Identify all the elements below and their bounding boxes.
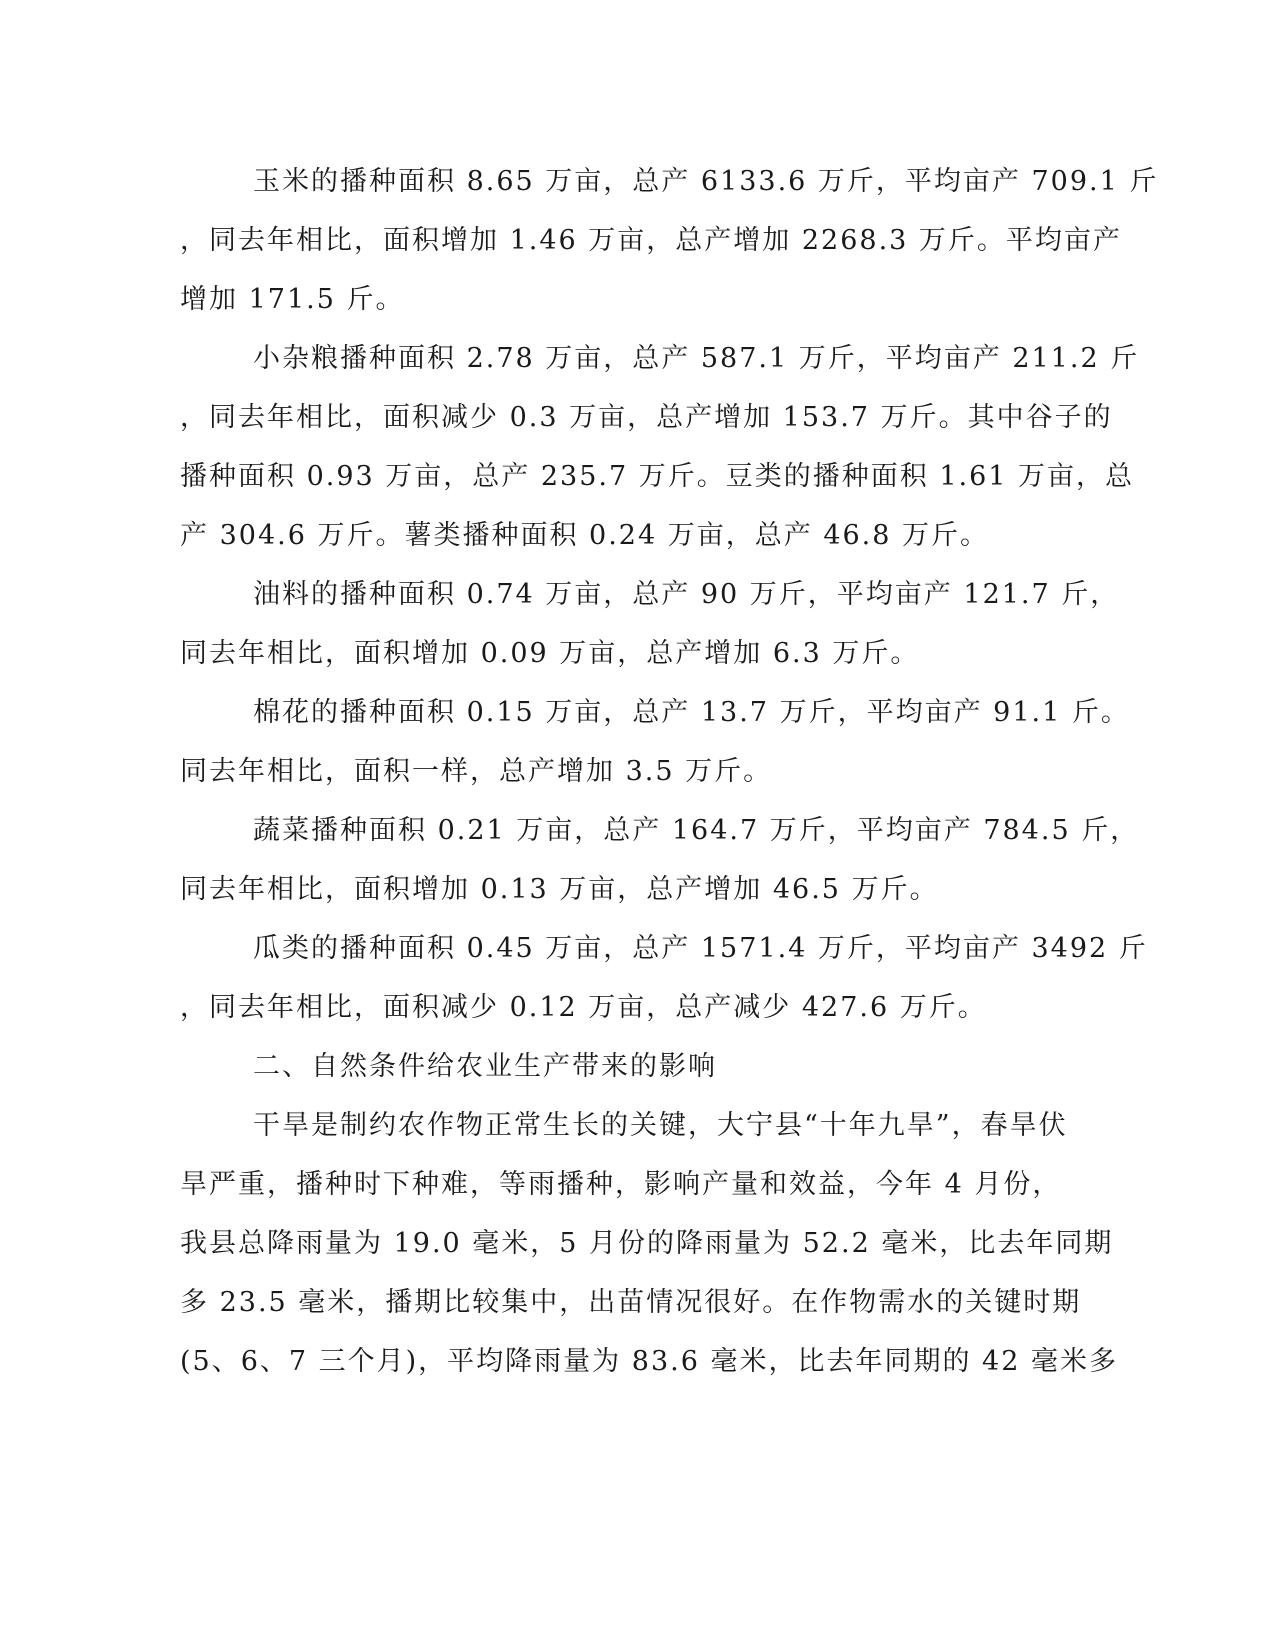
paragraph-corn [180,152,1159,329]
paragraph-oil-crops [180,565,1120,683]
text-line: 小杂粮播种面积 2.78 万亩，总产 587.1 万斤，平均亩产 211.2 斤 [253,343,1140,374]
paragraph-vegetables [180,801,1140,919]
text-line: 油料的播种面积 0.74 万亩，总产 90 万斤，平均亩产 121.7 斤， [253,579,1120,610]
text-line: 产 304.6 万斤。薯类播种面积 0.24 万亩，总产 46.8 万斤。 [180,520,990,551]
text-line: 玉米的播种面积 8.65 万亩，总产 6133.6 万斤，平均亩产 709.1 斤 [253,166,1159,197]
section-title: 二、自然条件给农业生产带来的影响 [253,1051,717,1082]
text-line: 同去年相比，面积增加 0.09 万亩，总产增加 6.3 万斤。 [180,638,920,669]
paragraph-cotton [180,683,1130,801]
text-line: (5、6、7 三个月)，平均降雨量为 83.6 毫米，比去年同期的 42 毫米多 [180,1346,1118,1377]
text-line: 旱严重，播种时下种难，等雨播种，影响产量和效益，今年 4 月份， [180,1169,1062,1200]
document-body [180,152,1159,1391]
paragraph-minor-grains [180,329,1140,565]
text-line: 同去年相比，面积一样，总产增加 3.5 万斤。 [180,756,773,787]
text-line: 棉花的播种面积 0.15 万亩，总产 13.7 万斤，平均亩产 91.1 斤。 [253,697,1130,728]
text-line: 增加 171.5 斤。 [180,284,405,315]
text-line: 同去年相比，面积增加 0.13 万亩，总产增加 46.5 万斤。 [180,874,939,905]
text-line: 我县总降雨量为 19.0 毫米，5 月份的降雨量为 52.2 毫米，比去年同期 [180,1228,1114,1259]
paragraph-melons [180,919,1148,1037]
text-line: 多 23.5 毫米，播期比较集中，出苗情况很好。在作物需水的关键时期 [180,1287,1082,1318]
text-line: 瓜类的播种面积 0.45 万亩，总产 1571.4 万斤，平均亩产 3492 斤 [253,933,1148,964]
paragraph-drought [180,1096,1118,1391]
text-line: 播种面积 0.93 万亩，总产 235.7 万斤。豆类的播种面积 1.61 万亩，总 [180,461,1135,492]
text-line: ，同去年相比，面积增加 1.46 万亩，总产增加 2268.3 万斤。平均亩产 [180,225,1122,256]
text-line: 干旱是制约农作物正常生长的关键，大宁县“十年九旱”，春旱伏 [253,1110,1068,1141]
text-line: ，同去年相比，面积减少 0.12 万亩，总产减少 427.6 万斤。 [180,992,987,1023]
text-line: ，同去年相比，面积减少 0.3 万亩，总产增加 153.7 万斤。其中谷子的 [180,402,1113,433]
section-heading [180,1037,1035,1096]
text-line: 蔬菜播种面积 0.21 万亩，总产 164.7 万斤，平均亩产 784.5 斤， [253,815,1140,846]
